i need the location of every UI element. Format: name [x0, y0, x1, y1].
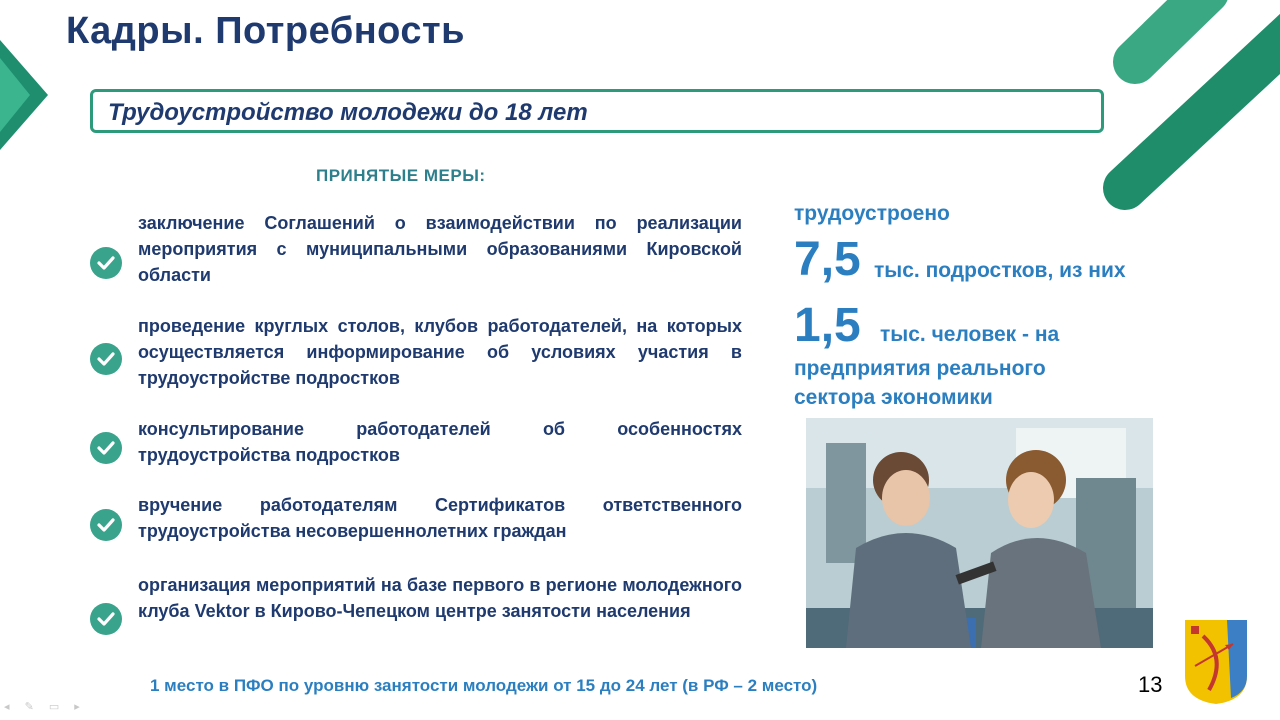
- subtitle: Трудоустройство молодежи до 18 лет: [108, 99, 588, 126]
- measure-item: [88, 210, 748, 290]
- measure-text: организация мероприятий на базе первого в регионе молодежного клуба Vektor в Кирово-Чепецком центре занятости населения: [138, 575, 742, 621]
- check-icon: [90, 247, 122, 279]
- check-icon: [90, 343, 122, 375]
- page-title: Кадры. Потребность: [66, 10, 465, 52]
- check-icon: [90, 603, 122, 635]
- stat-value-2: 1,5: [794, 299, 861, 352]
- stat-text-2: тыс. человек - на: [880, 323, 1060, 346]
- check-icon: [90, 432, 122, 464]
- page-number: 13: [1138, 672, 1163, 697]
- check-icon: [90, 509, 122, 541]
- corner-stripes-decoration: [1095, 0, 1280, 215]
- stat-text-1: тыс. подростков, из них: [874, 259, 1126, 282]
- measure-text: заключение Соглашений о взаимодействии по реализации мероприятия с муниципальными образованиями Кировской области: [138, 213, 742, 285]
- photo-icon: [806, 418, 1153, 648]
- measure-item: [88, 313, 748, 393]
- presentation-nav-icons[interactable]: ◂ ✎ ▭ ▸: [4, 701, 86, 713]
- subtitle-box: [90, 89, 1104, 133]
- measure-item: [88, 572, 748, 652]
- footer-note: 1 место в ПФО по уровню занятости молодежи от 15 до 24 лет (в РФ – 2 место): [150, 676, 818, 695]
- measure-text: консультирование работодателей об особенностях трудоустройства подростков: [138, 419, 742, 465]
- stat-value-1: 7,5: [794, 233, 861, 286]
- measure-item: [88, 492, 748, 546]
- measures-heading: ПРИНЯТЫЕ МЕРЫ:: [316, 166, 486, 185]
- left-arrow-decoration: [0, 40, 50, 150]
- stat-line-4: сектора экономики: [794, 386, 993, 409]
- measure-text: вручение работодателям Сертификатов ответственного трудоустройства несовершеннолетних граждан: [138, 495, 742, 541]
- coat-of-arms-icon: [1183, 618, 1249, 704]
- stat-line-3: предприятия реального: [794, 357, 1046, 380]
- stats-intro: трудоустроено: [794, 202, 950, 225]
- measure-text: проведение круглых столов, клубов работодателей, на которых осуществляется информирование об условиях участия в трудоустройстве подростков: [138, 316, 742, 388]
- measure-item: [88, 416, 748, 470]
